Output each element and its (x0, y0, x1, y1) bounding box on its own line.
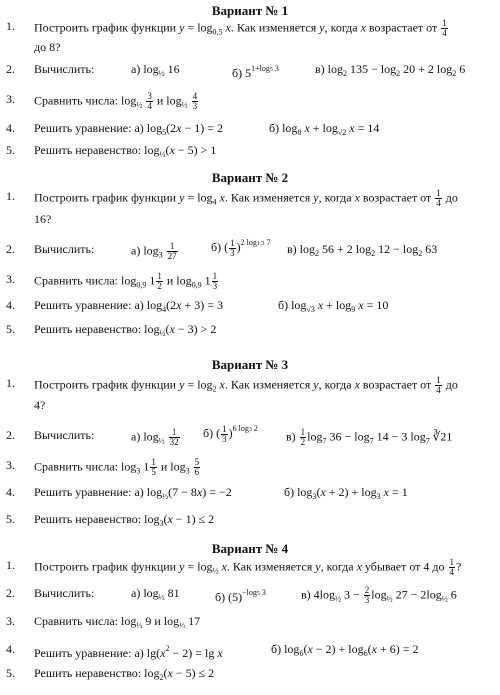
task-label: Вычислить: (34, 62, 95, 76)
task-part-a: а) $\log_{\frac{1}{2}}$ $\frac{1}{32}$ (131, 427, 179, 447)
task-part-a: а) $\log_{\frac{1}{2}} 16$ (131, 62, 180, 78)
variant-title: Вариант № 2 (211, 170, 289, 185)
task-number: 1. (6, 19, 15, 33)
task-text: Построить график функции $y = \log_4 x$. Как изменяется y, когда x возрастает от $\frac{1}{4}$ до (34, 188, 458, 208)
task-number: 5. (6, 666, 15, 680)
task-text-continued: до 8? (34, 40, 61, 54)
variant-title: Вариант № 4 (211, 541, 289, 556)
task-number: 2. (6, 586, 15, 600)
task-part-b: б) ( $\frac{1}{3}$ )$^{6 log3 2}$ (203, 423, 258, 444)
task-text: Решить уравнение: а) $\lg(x^2 - 2) = \lg x$ (34, 644, 223, 660)
task-number: 1. (6, 189, 15, 203)
task-number: 4. (6, 121, 15, 135)
task-part-c: в) $\log_2 135 - \log_2 20 + 2$ $\log_2 6$ (315, 62, 466, 78)
task-number: 5. (6, 143, 15, 157)
task-text: Построить график функции $y = \log_{0,5} x$. Как изменяется y, когда x возрастает от $\frac{1}{4}$ (34, 18, 447, 38)
task-number: 3. (6, 272, 15, 286)
task-part-b: б) $\log_8 x + \log_{√2} x = 14$ (269, 121, 380, 137)
task-part-b: б) $(5)^{-log5 3}$ (215, 588, 266, 604)
task-part-c: в) $4\log_{\frac{1}{2}}$ 3 − $\frac{2}{3}$ $\log_{\frac{1}{2}} 27 - 2\log_{\frac{1}{2}}$ 6 (301, 585, 457, 605)
task-number: 5. (6, 322, 15, 336)
task-label: Вычислить: (34, 586, 95, 600)
task-number: 4. (6, 642, 15, 656)
task-number: 3. (6, 614, 15, 628)
task-text-continued: 4? (34, 398, 46, 412)
task-text: Решить уравнение: а) $\log_{\frac{1}{2}}(7 - 8x) = -2$ (34, 485, 232, 501)
task-number: 2. (6, 428, 15, 442)
task-part-b: б) $\log_6(x - 2) + \log_6(x + 6) = 2$ (271, 642, 419, 658)
task-text: Сравнить числа: $\log_3 1$ $\frac{1}{5}$ и $\log_3$ $\frac{5}{6}$ (34, 457, 200, 477)
task-text: Решить неравенство: $\log_{\frac{1}{2}}(x - 3) > 2$ (34, 322, 217, 338)
task-text: Сравнить числа: $\log_{\frac{1}{3}} 9$ и $\log_{\frac{1}{3}} 17$ (34, 614, 201, 630)
task-text: Решить уравнение: а) $\log_5(2x - 1) = 2$ (34, 121, 223, 137)
task-number: 2. (6, 62, 15, 76)
task-label: Вычислить: (34, 242, 95, 256)
task-text: Построить график функции $y = \log_{\frac{1}{2}} x$. Как изменяется y, когда x убывает от 4 до $\frac{1}{4}$ ? (34, 557, 462, 577)
task-part-a: а) $\log_{\frac{1}{3}} 81$ (131, 586, 180, 602)
task-part-b: б) $\log_{√3} x + \log_9 x = 10$ (278, 298, 389, 314)
task-text: Сравнить числа: $\log_{\frac{1}{2}}$ $\frac{3}{4}$ и $\log_{\frac{1}{2}}$ $\frac{4}{3}$ (34, 91, 198, 111)
task-part-c: в) $\frac{1}{2}$ $\log_7 36 - \log_7 14 - 3$ $\log_7$ ∛21 (286, 427, 453, 447)
task-part-b: б) ( $\frac{1}{3}$ )$^{2 log1/3 7}$ (211, 237, 271, 258)
task-number: 4. (6, 298, 15, 312)
task-text: Решить неравенство: $\log_2(x - 5) \le 2$ (34, 666, 215, 682)
task-text: Сравнить числа: $\log_{0,9} 1$ $\frac{1}{2}$ и $\log_{0,9} 1$ $\frac{1}{3}$ (34, 271, 218, 291)
task-text: Решить неравенство: $\log_{\frac{1}{3}}(x - 5) > 1$ (34, 143, 217, 159)
variant-title: Вариант № 3 (211, 357, 289, 372)
task-text: Построить график функции $y = \log_2 x$. Как изменяется y, когда x возрастает от $\frac{1}{4}$ до (34, 375, 458, 395)
task-number: 3. (6, 92, 15, 106)
task-number: 1. (6, 558, 15, 572)
task-number: 3. (6, 458, 15, 472)
task-text-continued: 16? (34, 212, 52, 226)
task-text: Решить неравенство: $\log_3(x - 1) \le 2$ (34, 512, 215, 528)
task-number: 1. (6, 376, 15, 390)
task-text: Решить уравнение: а) $\log_4(2x + 3) = 3$ (34, 298, 223, 314)
task-number: 2. (6, 242, 15, 256)
task-part-c: в) $\log_2 56 + 2$ $\log_2 12 - \log_2 63$ (287, 242, 438, 258)
task-number: 5. (6, 512, 15, 526)
task-part-a: а) $\log_3$ $\frac{1}{27}$ (131, 241, 177, 261)
task-number: 4. (6, 485, 15, 499)
task-part-b: б) $\log_3(x + 2) + \log_3 x = 1$ (284, 485, 408, 501)
task-part-b: б) $5^{1+log5 3}$ (232, 64, 279, 80)
task-label: Вычислить: (34, 428, 95, 442)
variant-title: Вариант № 1 (211, 3, 289, 18)
